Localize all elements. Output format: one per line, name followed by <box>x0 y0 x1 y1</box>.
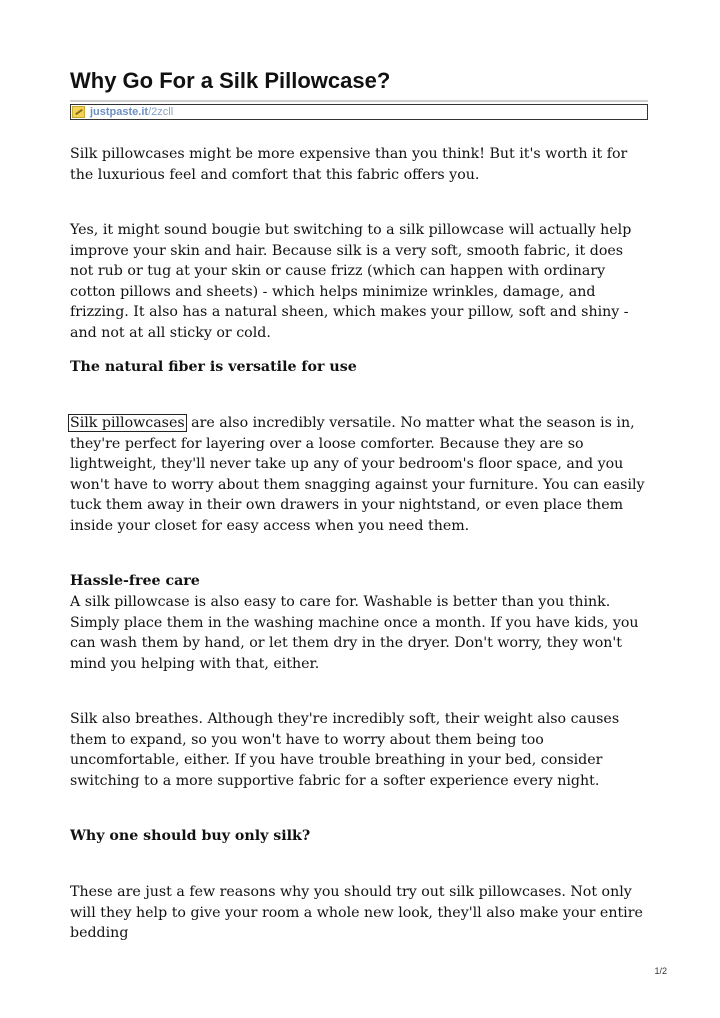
heading-care: Hassle-free care <box>70 573 200 589</box>
closing-paragraph: These are just a few reasons why you should try out silk pillowcases. Not only will they help to give your room a whole new look, they'll also make your entire bedding <box>70 884 643 942</box>
care-paragraph: A silk pillowcase is also easy to care for. Washable is better than you think. Simply place them in the washing machine once a month. If you have kids, you can wash them by hand, or let them dry in the dryer. Don't worry, they won't mind you helping with that, either. <box>70 594 639 672</box>
page-number: 1/2 <box>654 966 667 976</box>
breathes-paragraph: Silk also breathes. Although they're incredibly soft, their weight also causes them to expand, so you won't have to worry about them being too uncomfortable, either. If you have trouble breathing in your bed, consider switching to a more supportive fabric for a softer experience every night. <box>70 711 620 789</box>
source-path: /2zcll <box>148 106 174 118</box>
benefits-paragraph: Yes, it might sound bougie but switching to a silk pillowcase will actually help improve your skin and hair. Because silk is a very soft, smooth fabric, it does not rub or tug at your skin or cause frizz (which can happen with ordinary cotton pillows and sheets) - which helps minimize wrinkles, damage, and frizzing. It also has a natural sheen, which makes your pillow, soft and shiny - and not at all sticky or cold. <box>70 222 632 341</box>
heading-versatile: The natural fiber is versatile for use <box>70 359 357 375</box>
versatile-text: are also incredibly versatile. No matter what the season is in, they're perfect for layering over a loose comforter. Because they are so lightweight, they'll never take up any of your bedroom's floor space, and you won't have to worry about them snagging against your furniture. You can easily tuck them away in their own drawers in your nightstand, or even place them inside your closet for easy access when you need them. <box>70 415 645 534</box>
intro-paragraph: Silk pillowcases might be more expensive than you think! But it's worth it for the luxurious feel and comfort that this fabric offers you. <box>70 146 628 183</box>
silk-pillowcases-link[interactable]: Silk pillowcases <box>70 415 185 431</box>
title-divider <box>70 100 648 102</box>
page-title: Why Go For a Silk Pillowcase? <box>70 68 391 93</box>
source-domain: justpaste.it <box>90 106 149 118</box>
versatile-paragraph <box>70 413 650 537</box>
pencil-note-icon <box>72 106 85 118</box>
heading-why-silk: Why one should buy only silk? <box>70 828 311 844</box>
source-link-bar[interactable] <box>70 104 648 120</box>
source-link[interactable] <box>90 105 173 119</box>
